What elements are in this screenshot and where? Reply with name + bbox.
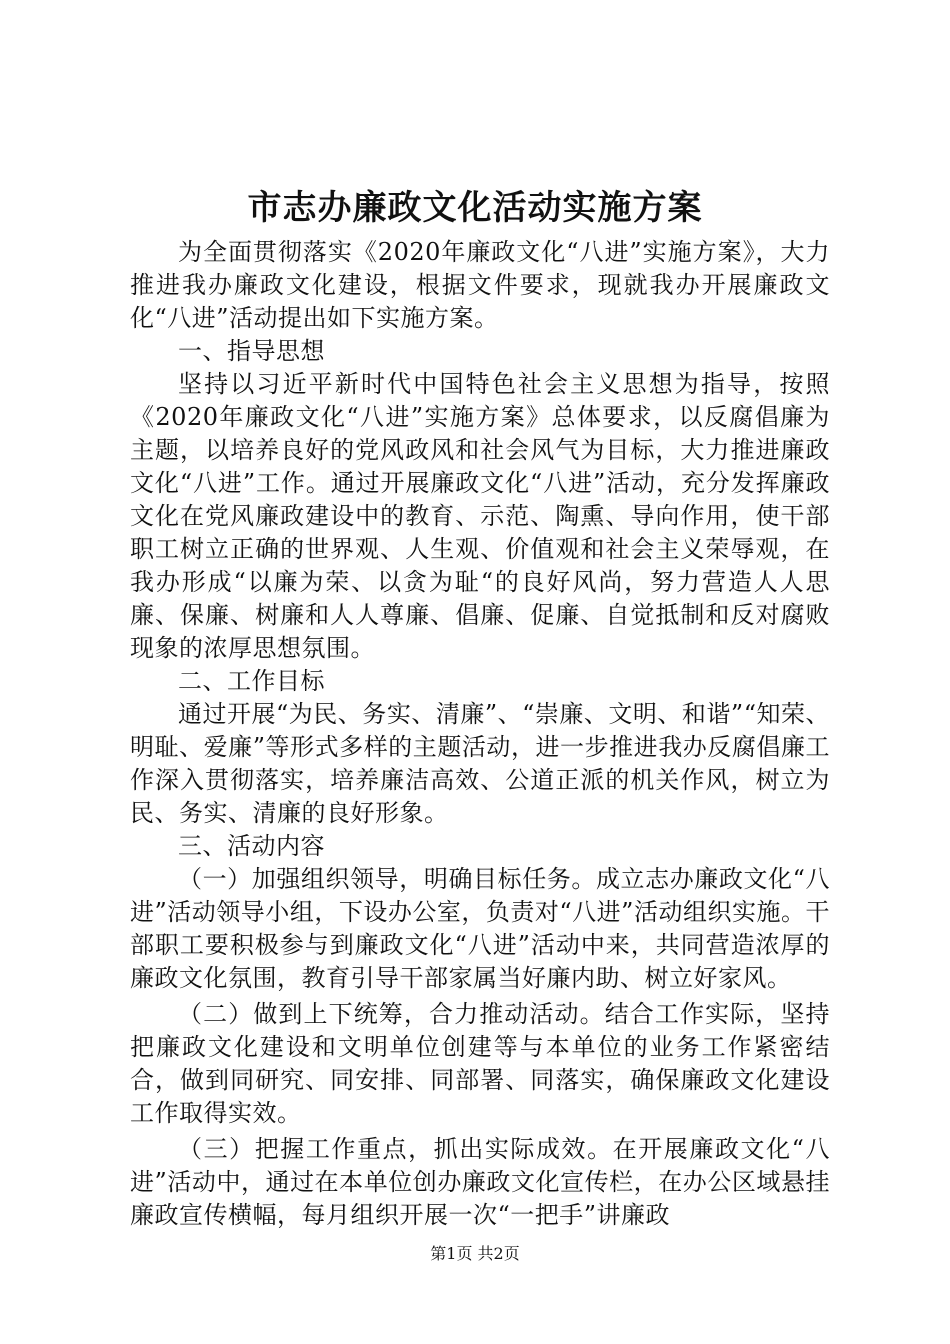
activity-item-1: （一）加强组织领导，明确目标任务。成立志办廉政文化“八进”活动领导小组，下设办公室，负责对“八进”活动组织实施。干部职工要积极参与到廉政文化“八进”活动中来，共同营造浓厚的廉政文化氛围，教育引导干部家属当好廉内助、树立好家风。 — [130, 865, 830, 992]
intro-paragraph: 为全面贯彻落实《2020年廉政文化“八进”实施方案》，大力推进我办廉政文化建设，根据文件要求，现就我办开展廉政文化“八进”活动提出如下实施方案。 — [130, 238, 830, 332]
section-heading-guiding-ideology: 一、指导思想 — [178, 337, 325, 365]
section-heading-work-goals: 二、工作目标 — [178, 667, 325, 695]
activity-item-2: （二）做到上下统筹，合力推动活动。结合工作实际，坚持把廉政文化建设和文明单位创建等与本单位的业务工作紧密结合，做到同研究、同安排、同部署、同落实，确保廉政文化建设工作取得实效。 — [130, 1000, 830, 1127]
document-title: 市志办廉政文化活动实施方案 — [247, 188, 703, 228]
document-body — [130, 236, 830, 1232]
guiding-ideology-paragraph: 坚持以习近平新时代中国特色社会主义思想为指导，按照《2020年廉政文化“八进”实施方案》总体要求，以反腐倡廉为主题，以培养良好的党风政风和社会风气为目标，大力推进廉政文化“八进”工作。通过开展廉政文化“八进”活动，充分发挥廉政文化在党风廉政建设中的教育、示范、陶熏、导向作用，使干部职工树立正确的世界观、人生观、价值观和社会主义荣辱观，在我办形成“以廉为荣、以贪为耻“的良好风尚，努力营造人人思廉、保廉、树廉和人人尊廉、倡廉、促廉、自觉抵制和反对腐败现象的浓厚思想氛围。 — [130, 370, 830, 662]
activity-item-3: （三）把握工作重点，抓出实际成效。在开展廉政文化“八进”活动中，通过在本单位创办廉政文化宣传栏，在办公区域悬挂廉政宣传横幅，每月组织开展一次“一把手”讲廉政 — [130, 1135, 830, 1229]
section-heading-activity-content: 三、活动内容 — [178, 832, 325, 860]
work-goals-paragraph: 通过开展“为民、务实、清廉”、“崇廉、文明、和谐”“知荣、明耻、爱廉”等形式多样的主题活动，进一步推进我办反腐倡廉工作深入贯彻落实，培养廉洁高效、公道正派的机关作风，树立为民、务实、清廉的良好形象。 — [130, 700, 830, 827]
page-number: 第1页 共2页 — [430, 1244, 520, 1263]
